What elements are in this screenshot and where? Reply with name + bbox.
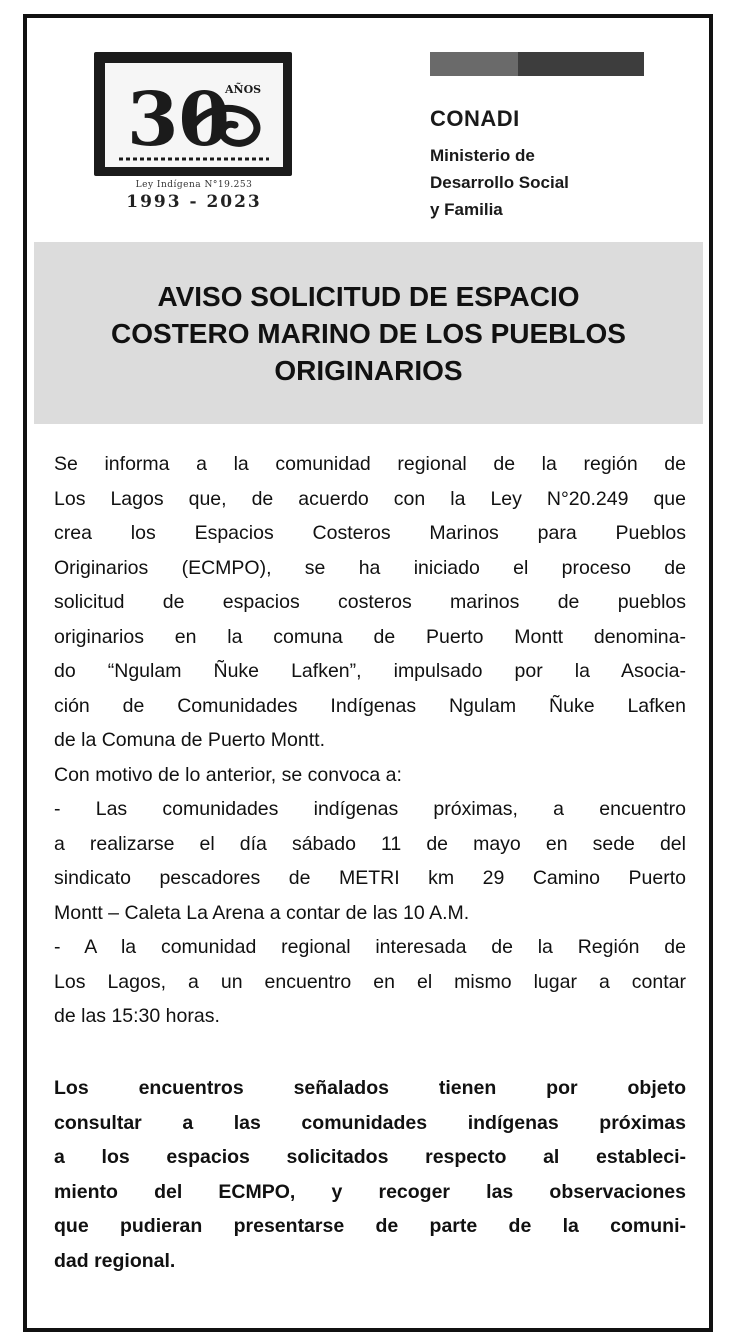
anniversary-logo [94,52,294,214]
closing-line: Los encuentros señalados tienen por objeto [54,1077,686,1099]
body-line: Los Lagos que, de acuerdo con la Ley N°20.249 que [54,487,686,510]
logo-years: 1993 - 2023 [126,192,262,212]
ministry-line: Ministerio de [430,146,535,165]
title-line: AVISO SOLICITUD DE ESPACIO [157,281,580,312]
title-line: ORIGINARIOS [274,355,463,386]
body-line: - A la comunidad regional interesada de la Región de [54,936,686,958]
title-line: COSTERO MARINO DE LOS PUEBLOS [111,318,626,349]
body-line: solicitud de espacios costeros marinos de pueblos [54,591,686,613]
title-band [34,242,703,424]
closing-line: consultar a las comunidades indígenas próximas [54,1111,686,1134]
body-line: Se informa a la comunidad regional de la región de [54,453,686,475]
org-name: CONADI [430,106,520,131]
body-line: Montt – Caleta La Arena a contar de las 10 A.M. [54,901,470,924]
body-line: de las 15:30 horas. [54,1005,220,1027]
closing-line: miento del ECMPO, y recoger las observaciones [54,1180,686,1203]
ministry-line: Desarrollo Social [430,173,569,192]
body-line: de la Comuna de Puerto Montt. [54,729,325,751]
body-line: Con motivo de lo anterior, se convoca a: [54,763,402,786]
closing-line: a los espacios solicitados respecto al estableci- [54,1146,686,1168]
notice-body [54,447,686,1034]
closing-paragraph [54,1071,686,1278]
body-line: - Las comunidades indígenas próximas, a encuentro [54,798,686,820]
closing-line: dad regional. [54,1249,176,1272]
body-line: crea los Espacios Costeros Marinos para Pueblos [54,522,686,544]
body-line: do “Ngulam Ñuke Lafken”, impulsado por la Asocia- [54,660,686,682]
ministry-line: y Familia [430,200,503,219]
body-line: a realizarse el día sábado 11 de mayo en sede del [54,832,686,855]
body-line: Originarios (ECMPO), se ha iniciado el proceso de [54,556,686,579]
government-color-bar [430,52,644,76]
logo-subtitle: Ley Indígena N°19.253 [135,180,253,190]
body-line: ción de Comunidades Indígenas Ngulam Ñuke Lafken [54,694,686,717]
thirty-numeral: 30 [127,77,230,163]
closing-line: que pudieran presentarse de parte de la comuni- [54,1215,686,1237]
ministry-name [430,142,569,223]
stamp-border [94,52,292,176]
notice-title [34,278,703,389]
body-line: Los Lagos, a un encuentro en el mismo lugar a contar [54,970,686,993]
thirty-years-emblem [105,63,283,167]
body-line: sindicato pescadores de METRI km 29 Camino Puerto [54,867,686,889]
body-line: originarios en la comuna de Puerto Montt denomina- [54,625,686,648]
anos-label: AÑOS [225,83,262,96]
